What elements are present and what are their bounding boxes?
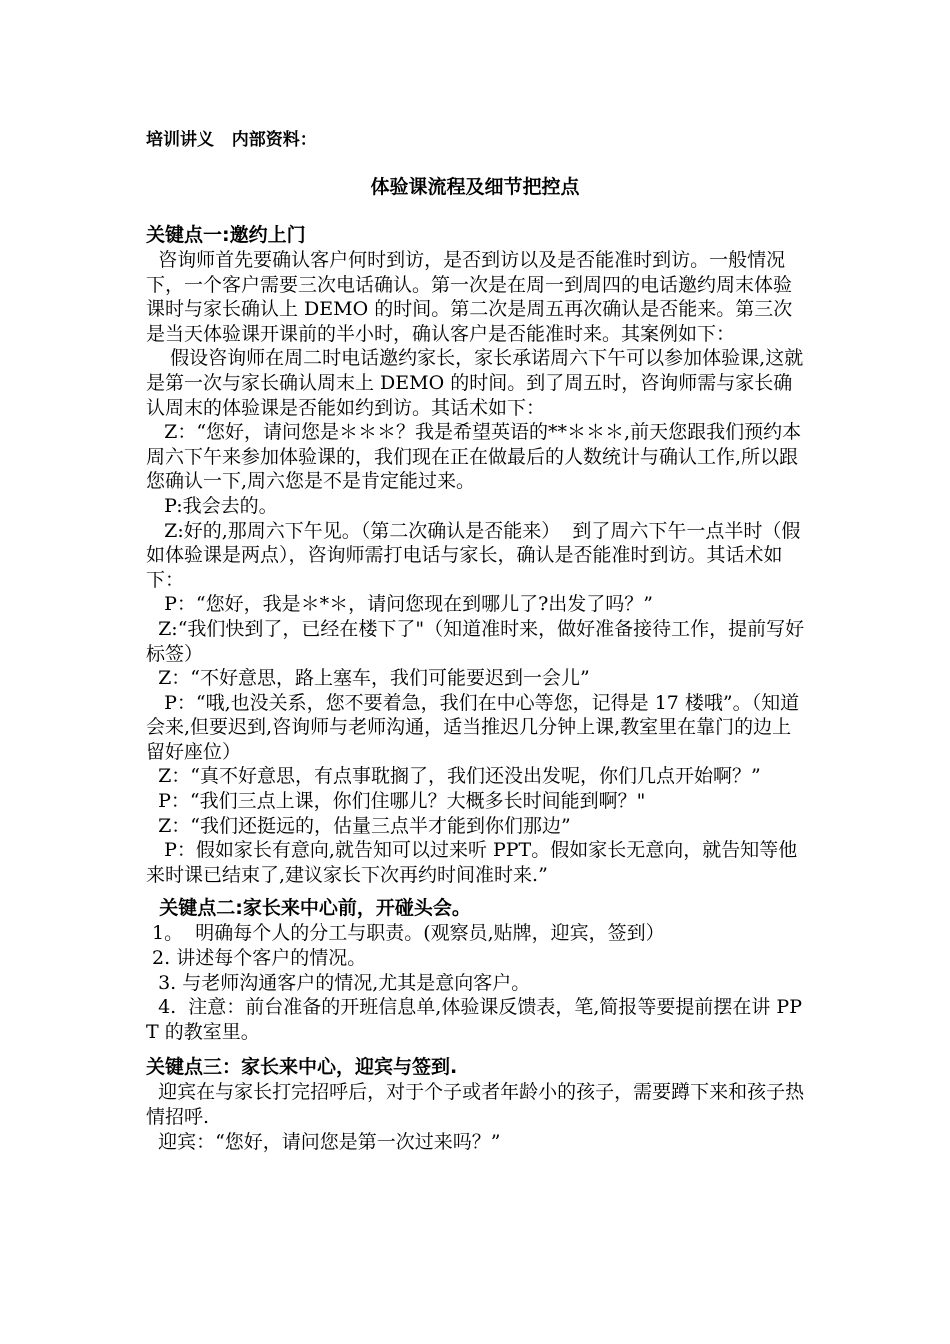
- dialogue-line: P：“您好，我是＊*＊，请问您现在到哪儿了?出发了吗？”: [146, 593, 654, 616]
- dialogue-line: Z：“真不好意思，有点事耽搁了，我们还没出发呢，你们几点开始啊？”: [146, 765, 761, 788]
- section-3: [146, 1054, 810, 1154]
- dialogue-line: P：假如家长有意向,就告知可以过来听 PPT。假如家长无意向，就告知等他来时课已结束了,建议家长下次再约时间准时来.”: [146, 839, 798, 886]
- dialogue-line: Z:好的,那周六下午见。（第二次确认是否能来） 到了周六下午一点半时（假如体验课是两点），咨询师需打电话与家长，确认是否能准时到访。其话术如下：: [146, 519, 801, 591]
- section-2: [146, 895, 810, 1044]
- section-heading: 关键点一:邀约上门: [146, 224, 306, 246]
- dialogue-line: P：“我们三点上课，你们住哪儿？大概多长时间能到啊？": [146, 790, 646, 813]
- list-item: 3. 与老师沟通客户的情况,尤其是意向客户。: [146, 971, 531, 994]
- dialogue-line: P:我会去的。: [146, 494, 278, 517]
- dialogue-line: Z：“不好意思，路上塞车，我们可能要迟到一会儿”: [146, 667, 590, 690]
- section-1: [146, 222, 810, 887]
- section-heading: 关键点二:家长来中心前，开碰头会。: [146, 897, 471, 920]
- document-body: [146, 222, 810, 1154]
- paragraph: 迎宾在与家长打完招呼后，对于个子或者年龄小的孩子，需要蹲下来和孩子热情招呼.: [146, 1081, 805, 1128]
- dialogue-line: P：“哦,也没关系，您不要着急，我们在中心等您，记得是 17 楼哦”。（知道会来,但要迟到,咨询师与老师沟通，适当推迟几分钟上课,教室里在靠门的边上留好座位）: [146, 691, 800, 763]
- section-heading: 关键点三：家长来中心，迎宾与签到.: [146, 1056, 458, 1079]
- document-header: 培训讲义 内部资料：: [146, 130, 317, 150]
- list-item: 1。 明确每个人的分工与职责。(观察员,贴牌，迎宾，签到）: [146, 922, 665, 945]
- document-title: 体验课流程及细节把控点: [370, 176, 580, 198]
- dialogue-line: Z：“我们还挺远的，估量三点半才能到你们那边”: [146, 814, 571, 837]
- dialogue-line: 迎宾：“您好，请问您是第一次过来吗？”: [146, 1130, 501, 1153]
- paragraph: 咨询师首先要确认客户何时到访，是否到访以及是否能准时到访。一般情况下，一个客户需要三次电话确认。第一次是在周一到周四的电话邀约周末体验课时与家长确认上 DEMO 的时间。第二次是周五再次确认是否能来。第三次是当天体验课开课前的半小时，确认客户是否能准时来。其案例如下：: [146, 249, 793, 345]
- list-item: 2. 讲述每个客户的情况。: [146, 947, 367, 970]
- paragraph: 假设咨询师在周二时电话邀约家长，家长承诺周六下午可以参加体验课,这就是第一次与家长确认周末上 DEMO 的时间。到了周五时，咨询师需与家长确认周末的体验课是否能如约到访。其话术如下：: [146, 347, 804, 419]
- dialogue-line: Z：“您好，请问您是＊＊＊？我是希望英语的**＊＊＊,前天您跟我们预约本周六下午来参加体验课的，我们现在正在做最后的人数统计与确认工作,所以跟您确认一下,周六您是不是肯定能过来。: [146, 421, 802, 493]
- dialogue-line: Z:“我们快到了，已经在楼下了"（知道准时来，做好准备接待工作，提前写好标签）: [146, 617, 805, 665]
- list-item: 4. 注意：前台准备的开班信息单,体验课反馈表，笔,简报等要提前摆在讲 PPT 的教室里。: [146, 996, 802, 1043]
